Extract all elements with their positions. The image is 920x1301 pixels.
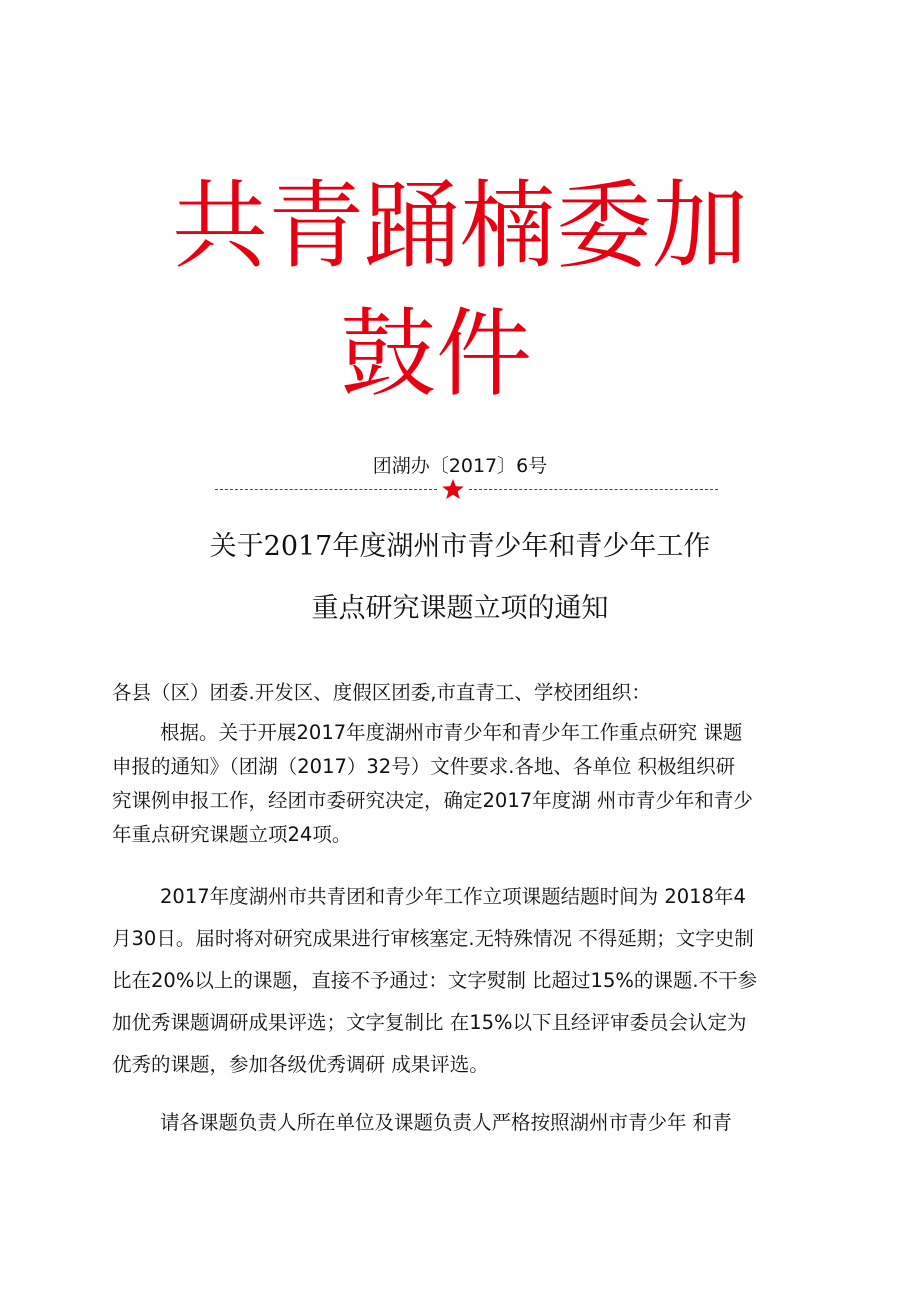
- paragraph-line: 加优秀课题调研成果评选；文字复制比 在15%以下且经评审委员会认定为: [112, 1011, 747, 1034]
- notice-title-line1: 关于2017年度湖州市青少年和青少年工作: [209, 531, 711, 562]
- paragraph-line: 根据。关于开展2017年度湖州市青少年和青少年工作重点研究 课题: [160, 721, 743, 744]
- paragraph-line: 年重点研究课题立项24项。: [112, 823, 352, 846]
- document-number: 团湖办〔2017〕6号: [372, 455, 548, 477]
- paragraph-line: 请各课题负责人所在单位及课题负责人严格按照湖州市青少年 和青: [160, 1111, 732, 1134]
- paragraph-line: 究课例申报工作，经团市委研究决定，确定2017年度湖 州市青少年和青少: [112, 789, 753, 812]
- masthead-title-line2: 鼓件: [340, 298, 532, 410]
- paragraph-line: 2017年度湖州市共青团和青少年工作立项课题结题时间为 2018年4: [160, 885, 746, 908]
- separator-line-right: [469, 489, 718, 490]
- star-icon: [441, 478, 465, 500]
- paragraph-line: 优秀的课题，参加各级优秀调研 成果评选。: [112, 1053, 489, 1076]
- notice-title-line2: 重点研究课题立项的通知: [311, 593, 609, 624]
- paragraph-line: 月30日。届时将对研究成果进行审核塞定.无特殊情况 不得延期；文字史制: [112, 927, 754, 950]
- red-separator: [215, 478, 718, 500]
- salutation: 各县（区）团委.开发区、度假区团委,市直青工、学校团组织：: [112, 681, 651, 704]
- separator-line-left: [215, 489, 437, 490]
- masthead-title-line1: 共青踊楠委加: [172, 170, 748, 282]
- paragraph-line: 比在20%以上的课题，直接不予通过：文字熨制 比超过15%的课题.不干参: [112, 969, 758, 992]
- paragraph-line: 申报的通知》（团湖（2017）32号）文件要求.各地、各单位 积极组织研: [112, 755, 736, 778]
